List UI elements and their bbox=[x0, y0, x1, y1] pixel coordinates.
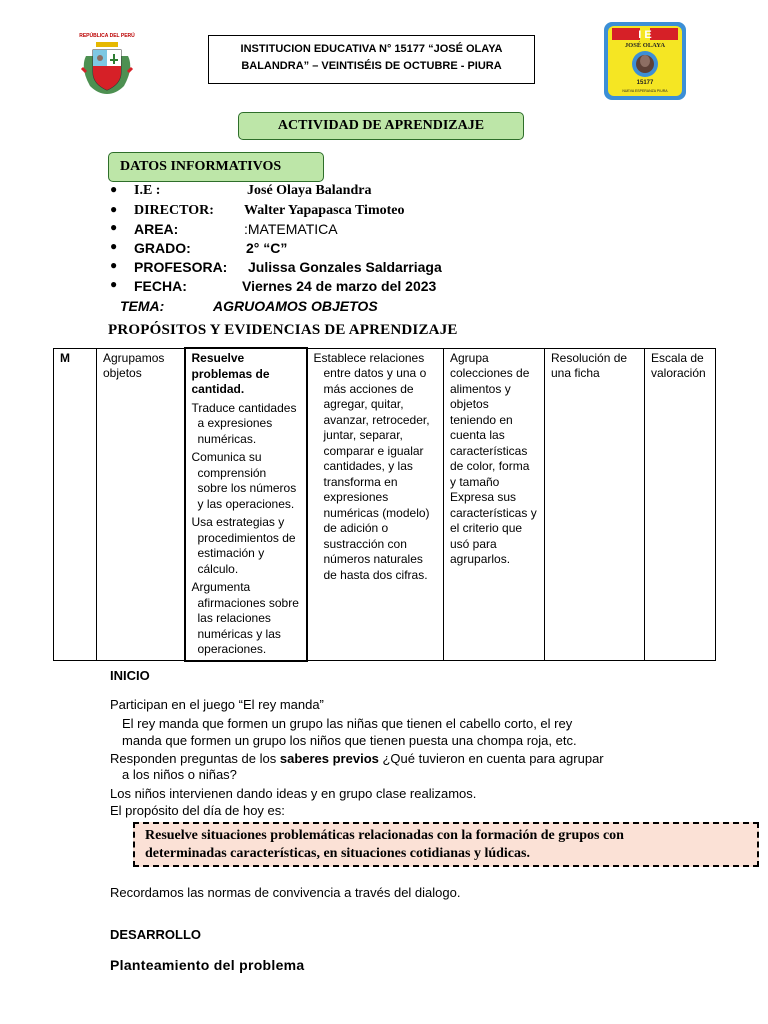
info-label: FECHA: bbox=[134, 278, 187, 294]
table-cell-instrumento: Escala de valoración bbox=[645, 348, 716, 661]
bullet-icon: ● bbox=[110, 182, 118, 196]
saberes-previos-term: saberes previos bbox=[279, 751, 379, 766]
seal-text: REPÚBLICA DEL PERÚ bbox=[79, 33, 135, 39]
info-label: AREA: bbox=[134, 221, 179, 237]
text-run: ¿Qué tuvieron en cuenta para agrupar bbox=[378, 751, 604, 766]
bullet-icon: ● bbox=[110, 258, 118, 272]
datos-informativos-title: DATOS INFORMATIVOS bbox=[108, 152, 324, 182]
info-label: DIRECTOR: bbox=[134, 203, 214, 218]
info-value: :MATEMATICA bbox=[244, 221, 338, 237]
table-cell-area bbox=[54, 348, 97, 661]
inicio-paragraph: a los niños o niñas? bbox=[122, 767, 237, 782]
info-value: Julissa Gonzales Saldarriaga bbox=[248, 259, 442, 275]
propositos-title: PROPÓSITOS Y EVIDENCIAS DE APRENDIZAJE bbox=[108, 322, 458, 338]
inicio-paragraph: manda que formen un grupo los niños que tienen puesta una chompa roja, etc. bbox=[122, 733, 577, 748]
table-cell-competency bbox=[185, 348, 307, 661]
institution-line-1: INSTITUCION EDUCATIVA N° 15177 “JOSÉ OLAYA bbox=[240, 43, 503, 55]
bullet-icon: ● bbox=[110, 220, 118, 234]
inicio-paragraph: Participan en el juego “El rey manda” bbox=[110, 697, 324, 712]
inicio-paragraph: Recordamos las normas de convivencia a través del dialogo. bbox=[110, 885, 461, 900]
desempeno-text: Establece relaciones entre datos y una o más acciones de agregar, quitar, avanzar, retroceder, juntar, separar, comparar e igualar cantidades, y las transforma en expresiones numéricas (modelo) de adición o sustracción con números naturales de hasta dos cifras. bbox=[313, 350, 430, 582]
inicio-heading: INICIO bbox=[110, 668, 150, 683]
ie-number: 15177 bbox=[636, 80, 654, 86]
purpose-line: determinadas características, en situaciones cotidianas y lúdicas. bbox=[145, 846, 530, 861]
table-cell-criterio: Agrupa colecciones de alimentos y objetos teniendo en cuenta las características de color, forma y tamaño Expresa sus características y el criterio que usó para agruparlos. bbox=[444, 348, 545, 661]
tema-value: AGRUOAMOS OBJETOS bbox=[213, 298, 378, 314]
capacity-item: Traduce cantidades a expresiones numéricas. bbox=[191, 400, 297, 446]
info-label: GRADO: bbox=[134, 240, 191, 256]
capacity-item: Usa estrategias y procedimientos de estimación y cálculo. bbox=[191, 515, 296, 576]
capacity-item: Argumenta afirmaciones sobre las relaciones numéricas y las operaciones. bbox=[191, 580, 299, 656]
activity-title: ACTIVIDAD DE APRENDIZAJE bbox=[238, 112, 524, 140]
planteamiento-heading: Planteamiento del problema bbox=[110, 957, 305, 973]
inicio-paragraph: El rey manda que formen un grupo las niñas que tienen el cabello corto, el rey bbox=[122, 716, 573, 731]
table-cell-desempeno bbox=[307, 348, 444, 661]
tema-row bbox=[120, 298, 378, 314]
table-cell-topic: Agrupamos objetos bbox=[97, 348, 185, 661]
ie-name: JOSÉ OLAYA bbox=[624, 42, 666, 49]
info-value: Walter Yapapasca Timoteo bbox=[244, 203, 405, 218]
propositos-table bbox=[53, 347, 716, 662]
table-row bbox=[54, 348, 716, 661]
institution-header bbox=[208, 35, 535, 84]
text-run: Responden preguntas de los bbox=[110, 751, 280, 766]
saberes-previos-paragraph bbox=[110, 751, 604, 766]
info-label: I.E : bbox=[134, 183, 161, 198]
info-value: Viernes 24 de marzo del 2023 bbox=[242, 278, 437, 294]
info-value: José Olaya Balandra bbox=[247, 183, 372, 198]
school-crest-logo bbox=[604, 22, 686, 100]
ie-letters: I E bbox=[638, 29, 652, 41]
competency-title: Resuelve problemas de cantidad. bbox=[191, 351, 270, 396]
inicio-paragraph: El propósito del día de hoy es: bbox=[110, 803, 285, 818]
institution-line-2: BALANDRA” – VEINTISÉIS DE OCTUBRE - PIURA bbox=[241, 60, 502, 72]
inicio-paragraph: Los niños intervienen dando ideas y en grupo clase realizamos. bbox=[110, 786, 477, 801]
info-value: 2° “C” bbox=[246, 240, 288, 256]
ie-place: NUEVA ESPERANZA PIURA bbox=[622, 89, 668, 93]
desarrollo-heading: DESARROLLO bbox=[110, 927, 201, 942]
area-letter: M bbox=[60, 350, 70, 365]
capacity-item: Comunica su comprensión sobre los números y las operaciones. bbox=[191, 450, 297, 511]
tema-label: TEMA: bbox=[120, 298, 165, 314]
purpose-box bbox=[133, 822, 759, 867]
table-cell-evidencia: Resolución de una ficha bbox=[545, 348, 645, 661]
peru-coat-of-arms-logo bbox=[76, 28, 138, 100]
info-label: PROFESORA: bbox=[134, 259, 228, 275]
purpose-line: Resuelve situaciones problemáticas relacionadas con la formación de grupos con bbox=[145, 828, 624, 843]
bullet-icon: ● bbox=[110, 277, 118, 291]
bullet-icon: ● bbox=[110, 202, 118, 216]
bullet-icon: ● bbox=[110, 239, 118, 253]
